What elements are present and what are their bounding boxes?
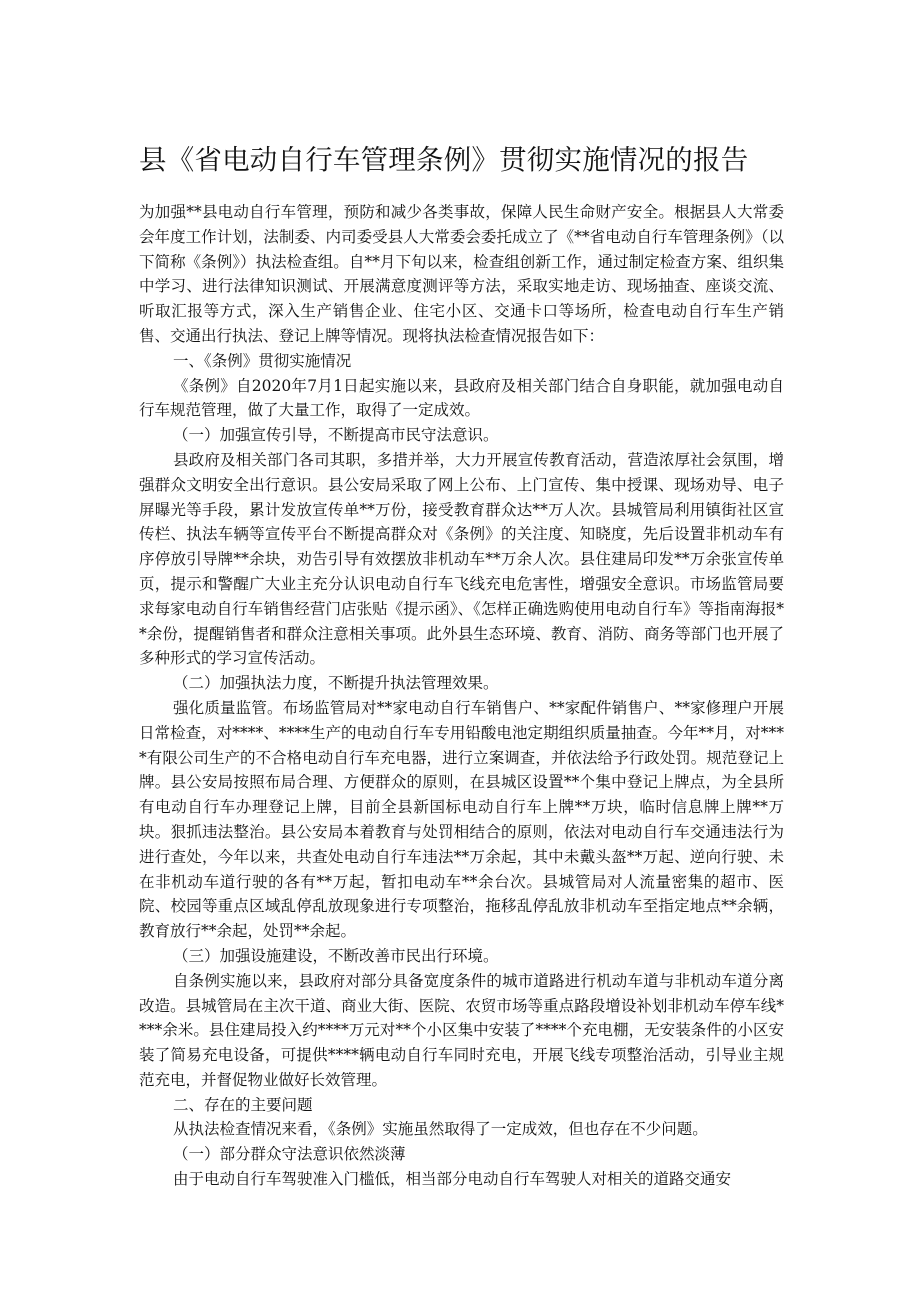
subsection-1-paragraph: 县政府及相关部门各司其职，多措并举，大力开展宣传教育活动，营造浓厚社会氛围，增强群众文明安全出行意识。县公安局采取了网上公布、上门宣传、集中授课、现场劝导、电子屏曝光等手段，累计发放宣传单**万份，接受教育群众达**万人次。县城管局利用镇街社区宣传栏、执法车辆等宣传平台不断提高群众对《条例》的关注度、知晓度，先后设置非机动车有序停放引导牌**余块，劝告引导有效摆放非机动车**万余人次。县住建局印发**万余张宣传单页，提示和警醒广大业主充分认识电动自行车飞线充电危害性，增强安全意识。市场监管局要求每家电动自行车销售经营门店张贴《提示函》、《怎样正确选购使用电动自行车》等指南海报**余份，提醒销售者和群众注意相关事项。此外县生态环境、教育、消防、商务等部门也开展了多种形式的学习宣传活动。 (139, 450, 784, 668)
subsection-3-heading: （三）加强设施建设，不断改善市民出行环境。 (173, 946, 499, 965)
subsection-3-paragraph: 自条例实施以来，县政府对部分具备宽度条件的城市道路进行机动车道与非机动车道分离改造。县城管局在主次干道、商业大街、医院、农贸市场等重点路段增设补划非机动车停车线****余米。县住建局投入约****万元对**个小区集中安装了****个充电棚，无安装条件的小区安装了简易充电设备，可提供****辆电动自行车同时充电，开展飞线专项整治活动，引导业主规范充电，并督促物业做好长效管理。 (139, 971, 784, 1089)
section-2-heading: 二、存在的主要问题 (173, 1095, 313, 1114)
subsection-2-heading: （二）加强执法力度，不断提升执法管理效果。 (173, 674, 499, 693)
document-page (139, 140, 784, 1192)
section-1-heading: 一、《条例》贯彻实施情况 (173, 351, 352, 370)
intro-paragraph: 为加强**县电动自行车管理，预防和减少各类事故，保障人民生命财产安全。根据县人大常委会年度工作计划，法制委、内司委受县人大常委会委托成立了《**省电动自行车管理条例》（以下简称《条例》）执法检查组。自**月下旬以来，检查组创新工作，通过制定检查方案、组织集中学习、进行法律知识测试、开展满意度测评等方法，采取实地走访、现场抽查、座谈交流、听取汇报等方式，深入生产销售企业、住宅小区、交通卡口等场所，检查电动自行车生产销售、交通出行执法、登记上牌等情况。现将执法检查情况报告如下： (139, 203, 784, 345)
document-title: 县《省电动自行车管理条例》贯彻实施情况的报告 (139, 144, 749, 176)
subsection-1-heading: （一）加强宣传引导，不断提高市民守法意识。 (173, 426, 499, 445)
section-2-paragraph: 从执法检查情况来看，《条例》实施虽然取得了一定成效，但也存在不少问题。 (173, 1120, 708, 1139)
section-1-paragraph: 《条例》自2020年7月1日起实施以来，县政府及相关部门结合自身职能，就加强电动自行车规范管理，做了大量工作，取得了一定成效。 (139, 376, 784, 420)
subsection-2-paragraph: 强化质量监管。布场监管局对**家电动自行车销售户、**家配件销售户、**家修理户开展日常检查，对****、****生产的电动自行车专用铅酸电池定期组织质量抽查。今年**月，对****有限公司生产的不合格电动自行车充电器，进行立案调查，并依法给予行政处罚。规范登记上牌。县公安局按照布局合理、方便群众的原则，在县城区设置**个集中登记上牌点，为全县所有电动自行车办理登记上牌，目前全县新国标电动自行车上牌**万块，临时信息牌上牌**万块。狠抓违法整治。县公安局本着教育与处罚相结合的原则，依法对电动自行车交通违法行为进行查处，今年以来，共查处电动自行车违法**万余起，其中未戴头盔**万起、逆向行驶、未在非机动车道行驶的各有**万起，暂扣电动车**余台次。县城管局对人流量密集的超市、医院、校园等重点区域乱停乱放现象进行专项整治，拖移乱停乱放非机动车至指定地点**余辆，教育放行**余起，处罚**余起。 (139, 698, 784, 941)
subsection-4-paragraph: 由于电动自行车驾驶准入门槛低，相当部分电动自行车驾驶人对相关的道路交通安 (173, 1170, 732, 1189)
subsection-4-heading: （一）部分群众守法意识依然淡薄 (173, 1145, 406, 1164)
